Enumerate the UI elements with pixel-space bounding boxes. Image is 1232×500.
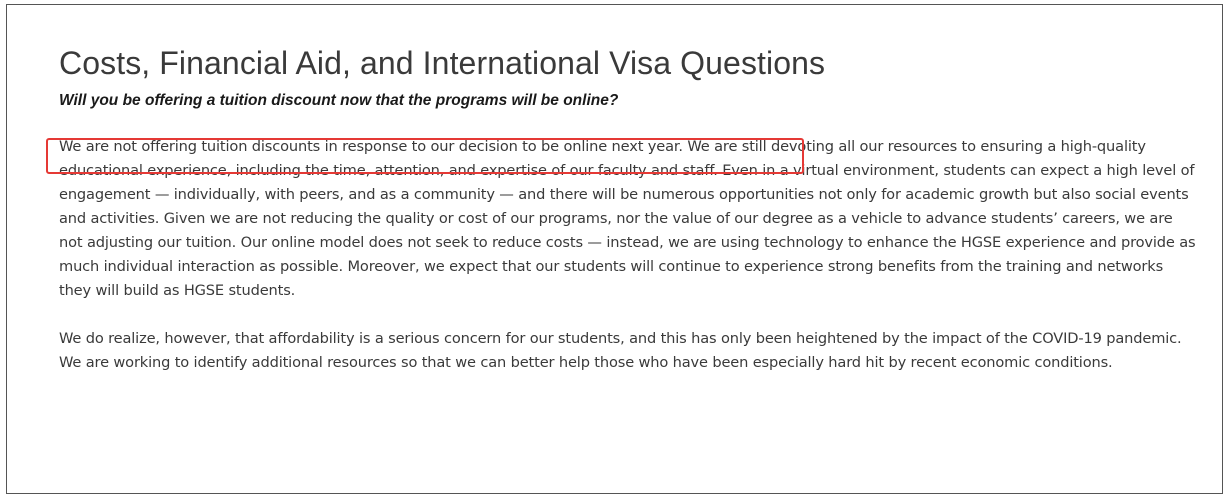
content-frame <box>6 4 1223 494</box>
faq-answer-paragraph-2: We do realize, however, that affordability is a serious concern for our students, and this has only been heightened by the impact of the COVID-19 pandemic. We are working to identify additional resources so that we can better help those who have been especially hard hit by recent economic conditions. <box>59 330 1182 371</box>
faq-question: Will you be offering a tuition discount now that the programs will be online? <box>59 92 619 109</box>
faq-section <box>59 43 1199 375</box>
section-title: Costs, Financial Aid, and International Visa Questions <box>59 45 826 81</box>
faq-answer-paragraph-1: We are not offering tuition discounts in response to our decision to be online next year. We are still devoting all our resources to ensuring a high-quality educational experience, including the time, attention, and expertise of our faculty and staff. Even in a virtual environment, students can expect a high level of engagement — individually, with peers, and as a community — and there will be numerous opportunities not only for academic growth but also social events and activities. Given we are not reducing the quality or cost of our programs, nor the value of our degree as a vehicle to advance students’ careers, we are not adjusting our tuition. Our online model does not seek to reduce costs — instead, we are using technology to enhance the HGSE experience and provide as much individual interaction as possible. Moreover, we expect that our students will continue to experience strong benefits from the training and networks they will build as HGSE students. <box>59 138 1196 299</box>
